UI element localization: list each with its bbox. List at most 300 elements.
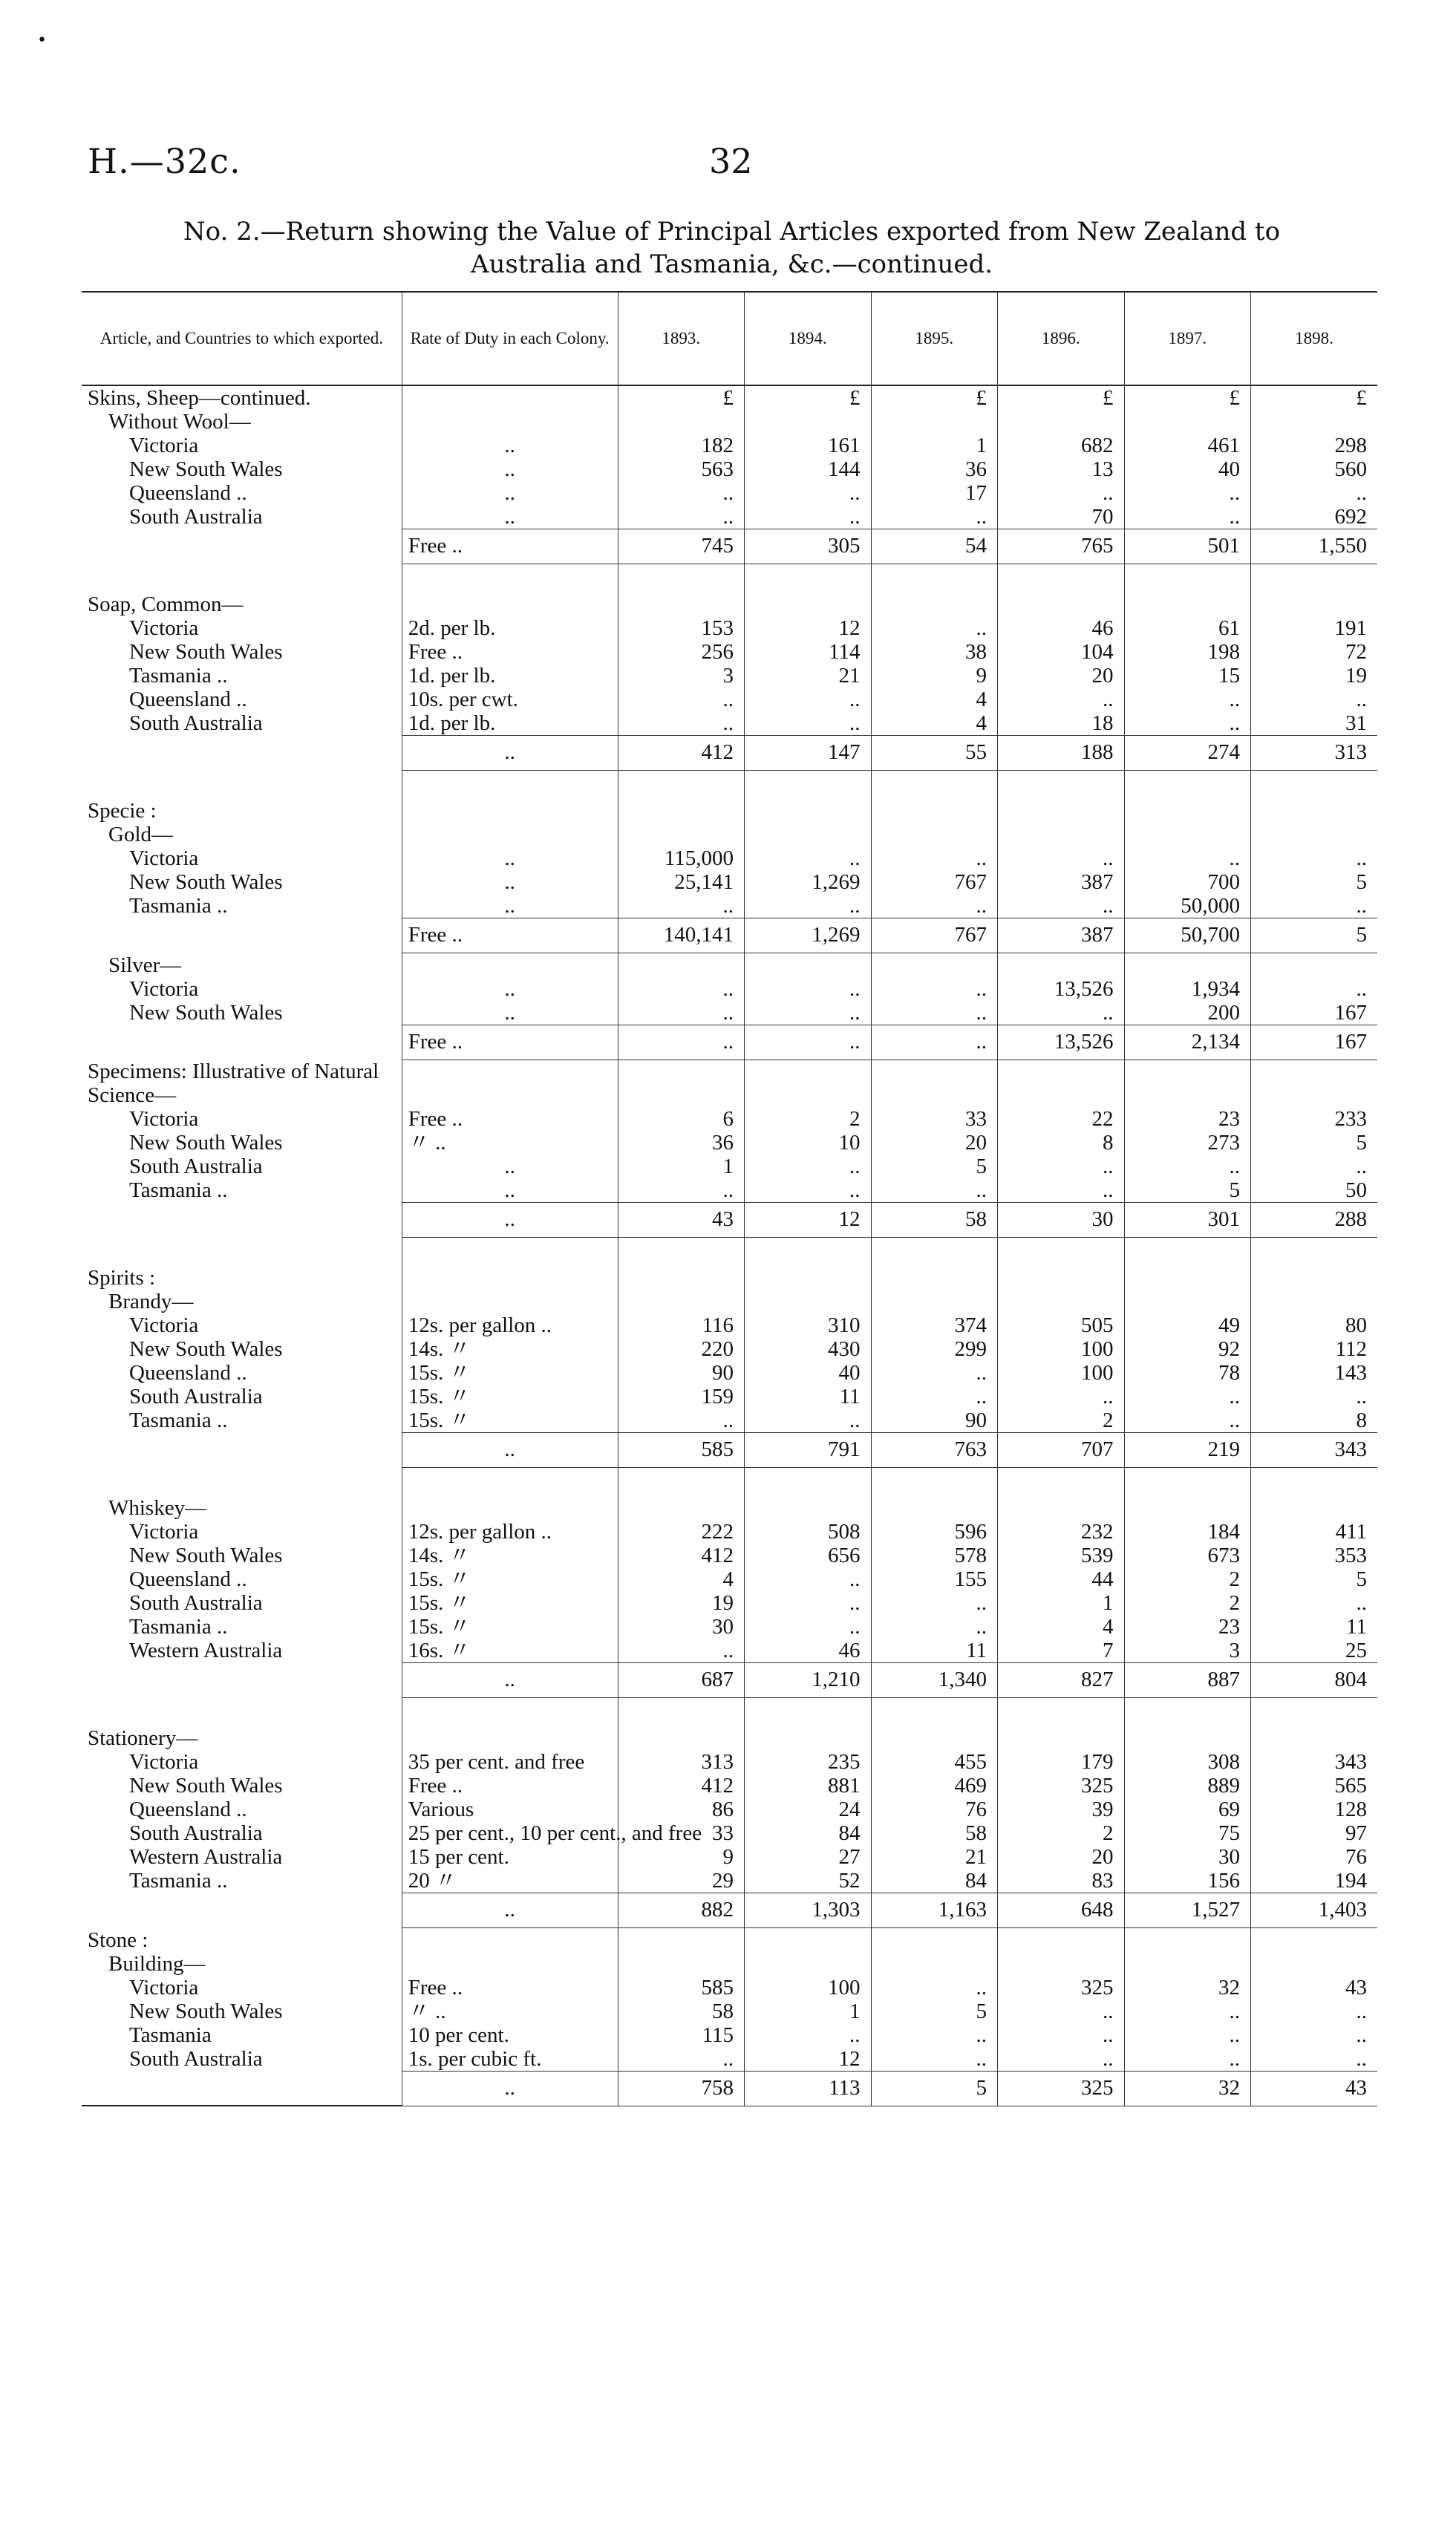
table-row: [82, 1520, 1377, 1544]
value-cell-1898: [1250, 410, 1377, 434]
value-cell-1898: 43: [1250, 1976, 1377, 2000]
value-cell-1895: ..: [871, 977, 997, 1001]
spacer-cell: [745, 564, 871, 593]
value-cell-1896: 325: [998, 2071, 1124, 2106]
spacer-cell: [998, 1468, 1124, 1497]
value-cell-1893: 585: [618, 1433, 744, 1468]
value-cell-1894: 1,269: [745, 918, 871, 953]
table-row: [82, 1774, 1377, 1798]
value-cell-1898: 411: [1250, 1520, 1377, 1544]
value-cell-1895: 33: [871, 1107, 997, 1131]
value-cell-1894: 791: [745, 1433, 871, 1468]
value-cell-1895: 596: [871, 1520, 997, 1544]
duty-rate-cell: ..: [402, 736, 618, 771]
value-cell-1896: 2: [998, 1408, 1124, 1433]
value-cell-1895: 36: [871, 457, 997, 481]
value-cell-1897: ..: [1124, 2023, 1250, 2047]
value-cell-1896: 4: [998, 1615, 1124, 1639]
value-cell-1897: 1,527: [1124, 1893, 1250, 1928]
table-row: [82, 711, 1377, 736]
value-cell-1895: ..: [871, 1361, 997, 1385]
table-row: [82, 977, 1377, 1001]
spacer-cell: [82, 1698, 402, 1727]
article-cell: Specie :: [88, 799, 157, 823]
value-cell-1897: [1124, 1496, 1250, 1520]
spacer-cell: [618, 1698, 744, 1727]
value-cell-1893: 758: [618, 2071, 744, 2106]
spacer-cell: [618, 1238, 744, 1267]
col-header-1893: 1893.: [618, 292, 744, 385]
value-cell-1893: 4: [618, 1567, 744, 1591]
value-cell-1896: 18: [998, 711, 1124, 736]
value-cell-1898: 5: [1250, 1567, 1377, 1591]
value-cell-1894: 24: [745, 1798, 871, 1821]
table-row: [82, 434, 1377, 457]
value-cell-1898: 1,550: [1250, 529, 1377, 564]
value-cell-1893: 182: [618, 434, 744, 457]
value-cell-1894: 12: [745, 1203, 871, 1238]
value-cell-1895: 767: [871, 870, 997, 894]
value-cell-1896: 83: [998, 1869, 1124, 1893]
article-cell: Soap, Common—: [88, 593, 244, 616]
article-cell: Specimens: Illustrative of Natural Science—: [88, 1060, 379, 1107]
value-cell-1894: 430: [745, 1337, 871, 1361]
table-row: [82, 2000, 1377, 2023]
value-cell-1897: ..: [1124, 1155, 1250, 1178]
value-cell-1893: 745: [618, 529, 744, 564]
duty-rate-cell: ..: [402, 1663, 618, 1698]
article-cell: New South Wales: [129, 1131, 283, 1155]
article-cell: Victoria: [129, 1313, 199, 1337]
spacer-row: [82, 1468, 1377, 1497]
value-cell-1894: ..: [745, 1567, 871, 1591]
value-cell-1894: 161: [745, 434, 871, 457]
duty-rate-cell: 14s. 〃: [402, 1544, 618, 1567]
value-cell-1894: 1,210: [745, 1663, 871, 1698]
duty-rate-cell: [402, 1928, 618, 1952]
value-cell-1898: 560: [1250, 457, 1377, 481]
duty-rate-cell: ..: [402, 1178, 618, 1203]
value-cell-1896: 387: [998, 870, 1124, 894]
value-cell-1898: 25: [1250, 1639, 1377, 1663]
value-cell-1895: ..: [871, 1591, 997, 1615]
value-cell-1894: [745, 1726, 871, 1750]
value-cell-1896: 7: [998, 1639, 1124, 1663]
value-cell-1893: [618, 1290, 744, 1313]
value-cell-1894: 11: [745, 1385, 871, 1408]
value-cell-1894: [745, 1266, 871, 1290]
article-cell: Victoria: [129, 846, 199, 870]
duty-rate-cell: 15s. 〃: [402, 1385, 618, 1408]
value-cell-1893: 115,000: [618, 846, 744, 870]
value-cell-1894: [745, 799, 871, 823]
table-row: [82, 457, 1377, 481]
value-cell-1897: ..: [1124, 481, 1250, 505]
duty-rate-cell: 15s. 〃: [402, 1615, 618, 1639]
section-heading-row: [82, 1266, 1377, 1290]
article-cell: South Australia: [129, 1591, 263, 1615]
section-heading-row: [82, 799, 1377, 823]
value-cell-1893: [618, 593, 744, 616]
value-cell-1893: [618, 410, 744, 434]
value-cell-1898: ..: [1250, 1385, 1377, 1408]
duty-rate-cell: ..: [402, 870, 618, 894]
value-cell-1893: ..: [618, 1025, 744, 1060]
table-row: [82, 870, 1377, 894]
spacer-cell: [402, 771, 618, 800]
value-cell-1896: 765: [998, 529, 1124, 564]
article-cell: [82, 736, 402, 771]
value-cell-1896: 325: [998, 1774, 1124, 1798]
article-cell: New South Wales: [129, 1774, 283, 1798]
value-cell-1893: 256: [618, 640, 744, 664]
value-cell-1897: 61: [1124, 616, 1250, 640]
article-cell: Victoria: [129, 616, 199, 640]
duty-rate-cell: 15s. 〃: [402, 1567, 618, 1591]
value-cell-1897: 200: [1124, 1001, 1250, 1025]
value-cell-1896: 827: [998, 1663, 1124, 1698]
spacer-cell: [998, 1698, 1124, 1727]
value-cell-1893: ..: [618, 505, 744, 529]
value-cell-1895: 1,340: [871, 1663, 997, 1698]
value-cell-1893: £: [618, 385, 744, 410]
value-cell-1896: 44: [998, 1567, 1124, 1591]
duty-rate-cell: [402, 1496, 618, 1520]
value-cell-1894: 305: [745, 529, 871, 564]
col-header-1897: 1897.: [1124, 292, 1250, 385]
spacer-row: [82, 564, 1377, 593]
value-cell-1895: 17: [871, 481, 997, 505]
table-row: [82, 2023, 1377, 2047]
value-cell-1897: 5: [1124, 1178, 1250, 1203]
article-cell: Queensland ..: [129, 1361, 247, 1385]
article-cell: Tasmania ..: [129, 1615, 228, 1639]
value-cell-1898: 72: [1250, 640, 1377, 664]
value-cell-1898: ..: [1250, 977, 1377, 1001]
spacer-cell: [871, 1468, 997, 1497]
duty-rate-cell: ..: [402, 434, 618, 457]
article-cell: New South Wales: [129, 457, 283, 481]
value-cell-1896: 232: [998, 1520, 1124, 1544]
article-cell: Stone :: [88, 1927, 148, 1952]
value-cell-1895: 9: [871, 664, 997, 688]
article-cell: New South Wales: [129, 640, 283, 664]
value-cell-1893: [618, 1496, 744, 1520]
value-cell-1895: 11: [871, 1639, 997, 1663]
table-row: [82, 1798, 1377, 1821]
article-cell: Tasmania ..: [129, 1408, 228, 1432]
section-heading-row: [82, 1496, 1377, 1520]
value-cell-1898: [1250, 953, 1377, 977]
value-cell-1896: 8: [998, 1131, 1124, 1155]
value-cell-1893: 220: [618, 1337, 744, 1361]
table-row: [82, 1361, 1377, 1385]
duty-rate-cell: 14s. 〃: [402, 1337, 618, 1361]
value-cell-1894: ..: [745, 505, 871, 529]
duty-rate-cell: ..: [402, 1893, 618, 1928]
duty-rate-cell: 12s. per gallon ..: [402, 1520, 618, 1544]
value-cell-1897: 49: [1124, 1313, 1250, 1337]
value-cell-1895: £: [871, 385, 997, 410]
value-cell-1893: 222: [618, 1520, 744, 1544]
value-cell-1897: 15: [1124, 664, 1250, 688]
value-cell-1894: 84: [745, 1821, 871, 1845]
value-cell-1894: 40: [745, 1361, 871, 1385]
article-cell: Tasmania: [129, 2023, 212, 2047]
value-cell-1898: ..: [1250, 894, 1377, 918]
value-cell-1894: 310: [745, 1313, 871, 1337]
spacer-cell: [745, 771, 871, 800]
value-cell-1895: [871, 1928, 997, 1952]
value-cell-1894: 147: [745, 736, 871, 771]
spacer-cell: [871, 1698, 997, 1727]
article-cell: [82, 2071, 402, 2106]
col-header-1894: 1894.: [745, 292, 871, 385]
value-cell-1895: ..: [871, 846, 997, 870]
value-cell-1893: 36: [618, 1131, 744, 1155]
value-cell-1897: ..: [1124, 505, 1250, 529]
value-cell-1898: 298: [1250, 434, 1377, 457]
value-cell-1897: [1124, 823, 1250, 846]
spacer-cell: [1124, 1468, 1250, 1497]
value-cell-1896: [998, 953, 1124, 977]
article-cell: New South Wales: [129, 1000, 283, 1025]
value-cell-1894: ..: [745, 1615, 871, 1639]
value-cell-1898: 5: [1250, 1131, 1377, 1155]
value-cell-1898: 343: [1250, 1750, 1377, 1774]
value-cell-1898: ..: [1250, 1155, 1377, 1178]
duty-rate-cell: 10 per cent.: [402, 2023, 618, 2047]
value-cell-1897: 308: [1124, 1750, 1250, 1774]
value-cell-1898: 5: [1250, 918, 1377, 953]
table-row: [82, 505, 1377, 529]
value-cell-1896: ..: [998, 688, 1124, 711]
value-cell-1898: 8: [1250, 1408, 1377, 1433]
value-cell-1896: 30: [998, 1203, 1124, 1238]
article-cell: Tasmania ..: [129, 1178, 228, 1202]
value-cell-1893: 153: [618, 616, 744, 640]
table-row: [82, 640, 1377, 664]
value-cell-1897: 78: [1124, 1361, 1250, 1385]
spacer-cell: [1124, 1238, 1250, 1267]
article-cell: South Australia: [129, 1821, 263, 1845]
value-cell-1898: [1250, 1928, 1377, 1952]
value-cell-1897: 461: [1124, 434, 1250, 457]
value-cell-1898: 5: [1250, 870, 1377, 894]
value-cell-1893: ..: [618, 481, 744, 505]
value-cell-1896: 22: [998, 1107, 1124, 1131]
value-cell-1894: 12: [745, 616, 871, 640]
value-cell-1896: ..: [998, 846, 1124, 870]
total-row: [82, 1893, 1377, 1928]
value-cell-1895: 299: [871, 1337, 997, 1361]
value-cell-1897: 673: [1124, 1544, 1250, 1567]
value-cell-1895: ..: [871, 1025, 997, 1060]
value-cell-1896: 179: [998, 1750, 1124, 1774]
total-row: [82, 529, 1377, 564]
duty-rate-cell: ..: [402, 846, 618, 870]
value-cell-1898: 167: [1250, 1025, 1377, 1060]
value-cell-1898: 194: [1250, 1869, 1377, 1893]
table-row: [82, 1544, 1377, 1567]
value-cell-1896: £: [998, 385, 1124, 410]
value-cell-1894: [745, 823, 871, 846]
duty-rate-cell: ..: [402, 1203, 618, 1238]
value-cell-1894: 1,303: [745, 1893, 871, 1928]
value-cell-1898: 112: [1250, 1337, 1377, 1361]
table-row: [82, 1567, 1377, 1591]
duty-rate-cell: [402, 823, 618, 846]
article-cell: Spirits :: [88, 1266, 156, 1290]
duty-rate-cell: Free ..: [402, 1107, 618, 1131]
duty-rate-cell: Free ..: [402, 1976, 618, 2000]
spacer-cell: [1250, 1698, 1377, 1727]
value-cell-1898: 19: [1250, 664, 1377, 688]
spacer-cell: [871, 771, 997, 800]
value-cell-1893: 43: [618, 1203, 744, 1238]
duty-rate-cell: 16s. 〃: [402, 1639, 618, 1663]
value-cell-1894: 52: [745, 1869, 871, 1893]
article-cell: Western Australia: [129, 1639, 283, 1662]
duty-rate-cell: ..: [402, 977, 618, 1001]
value-cell-1894: [745, 1496, 871, 1520]
spacer-cell: [998, 1238, 1124, 1267]
value-cell-1893: 140,141: [618, 918, 744, 953]
value-cell-1897: 40: [1124, 457, 1250, 481]
value-cell-1896: ..: [998, 2047, 1124, 2072]
article-cell: [82, 1663, 402, 1698]
value-cell-1896: ..: [998, 1178, 1124, 1203]
value-cell-1896: 100: [998, 1361, 1124, 1385]
value-cell-1894: £: [745, 385, 871, 410]
article-cell: Tasmania ..: [129, 894, 228, 918]
value-cell-1897: 69: [1124, 1798, 1250, 1821]
value-cell-1895: 58: [871, 1203, 997, 1238]
value-cell-1895: 374: [871, 1313, 997, 1337]
duty-rate-cell: Free ..: [402, 640, 618, 664]
table-row: [82, 1107, 1377, 1131]
duty-rate-cell: ..: [402, 1001, 618, 1025]
duty-rate-cell: 10s. per cwt.: [402, 688, 618, 711]
value-cell-1897: ..: [1124, 1385, 1250, 1408]
value-cell-1893: 585: [618, 1976, 744, 2000]
value-cell-1893: 9: [618, 1845, 744, 1869]
spacer-cell: [1250, 771, 1377, 800]
value-cell-1898: [1250, 1496, 1377, 1520]
value-cell-1898: 43: [1250, 2071, 1377, 2106]
article-cell: New South Wales: [129, 870, 283, 894]
value-cell-1898: ..: [1250, 1591, 1377, 1615]
article-cell: Building—: [108, 1951, 206, 1976]
value-cell-1896: 13,526: [998, 1025, 1124, 1060]
spacer-cell: [871, 564, 997, 593]
value-cell-1893: 29: [618, 1869, 744, 1893]
duty-rate-cell: 12s. per gallon ..: [402, 1313, 618, 1337]
value-cell-1898: [1250, 1290, 1377, 1313]
article-cell: [82, 1203, 402, 1238]
value-cell-1895: 55: [871, 736, 997, 771]
duty-rate-cell: [402, 1266, 618, 1290]
value-cell-1896: ..: [998, 2023, 1124, 2047]
table-row: [82, 1639, 1377, 1663]
spacer-cell: [82, 564, 402, 593]
spacer-cell: [1250, 564, 1377, 593]
spacer-cell: [402, 1238, 618, 1267]
value-cell-1896: [998, 1060, 1124, 1107]
exports-table: [82, 291, 1377, 2106]
value-cell-1895: ..: [871, 505, 997, 529]
value-cell-1898: 233: [1250, 1107, 1377, 1131]
article-cell: Western Australia: [129, 1845, 283, 1869]
total-row: [82, 2071, 1377, 2106]
value-cell-1894: 10: [745, 1131, 871, 1155]
article-cell: Stationery—: [88, 1726, 198, 1750]
spacer-cell: [871, 1238, 997, 1267]
duty-rate-cell: ..: [402, 481, 618, 505]
value-cell-1895: 5: [871, 1155, 997, 1178]
table-row: [82, 481, 1377, 505]
spacer-cell: [82, 1468, 402, 1497]
value-cell-1897: [1124, 1060, 1250, 1107]
value-cell-1894: [745, 1952, 871, 1976]
value-cell-1894: ..: [745, 688, 871, 711]
value-cell-1897: 3: [1124, 1639, 1250, 1663]
spacer-cell: [1124, 771, 1250, 800]
value-cell-1895: 469: [871, 1774, 997, 1798]
col-header-1896: 1896.: [998, 292, 1124, 385]
value-cell-1896: ..: [998, 1001, 1124, 1025]
value-cell-1893: ..: [618, 688, 744, 711]
value-cell-1895: [871, 953, 997, 977]
value-cell-1896: 1: [998, 1591, 1124, 1615]
duty-rate-cell: 〃 ..: [402, 1131, 618, 1155]
spacer-cell: [998, 564, 1124, 593]
article-cell: Queensland ..: [129, 1798, 247, 1821]
duty-rate-cell: [402, 1290, 618, 1313]
value-cell-1897: 700: [1124, 870, 1250, 894]
article-cell: South Australia: [129, 505, 263, 529]
duty-rate-cell: [402, 953, 618, 977]
value-cell-1893: 3: [618, 664, 744, 688]
table-body: [82, 385, 1377, 2106]
value-cell-1895: 5: [871, 2071, 997, 2106]
value-cell-1898: 31: [1250, 711, 1377, 736]
duty-rate-cell: 1d. per lb.: [402, 711, 618, 736]
value-cell-1898: [1250, 1266, 1377, 1290]
article-cell: Victoria: [129, 1520, 199, 1544]
article-cell: Queensland ..: [129, 688, 247, 711]
value-cell-1895: [871, 410, 997, 434]
value-cell-1894: ..: [745, 846, 871, 870]
value-cell-1898: [1250, 1726, 1377, 1750]
article-cell: Queensland ..: [129, 1567, 247, 1591]
spacer-cell: [618, 1468, 744, 1497]
value-cell-1893: 90: [618, 1361, 744, 1385]
value-cell-1897: 2: [1124, 1567, 1250, 1591]
value-cell-1894: [745, 593, 871, 616]
value-cell-1896: [998, 1266, 1124, 1290]
value-cell-1894: 100: [745, 1976, 871, 2000]
value-cell-1893: 412: [618, 1774, 744, 1798]
value-cell-1896: 104: [998, 640, 1124, 664]
value-cell-1896: 648: [998, 1893, 1124, 1928]
value-cell-1895: [871, 1060, 997, 1107]
value-cell-1895: [871, 1266, 997, 1290]
section-heading-row: [82, 823, 1377, 846]
section-heading-row: [82, 593, 1377, 616]
value-cell-1894: 27: [745, 1845, 871, 1869]
duty-rate-cell: ..: [402, 1433, 618, 1468]
